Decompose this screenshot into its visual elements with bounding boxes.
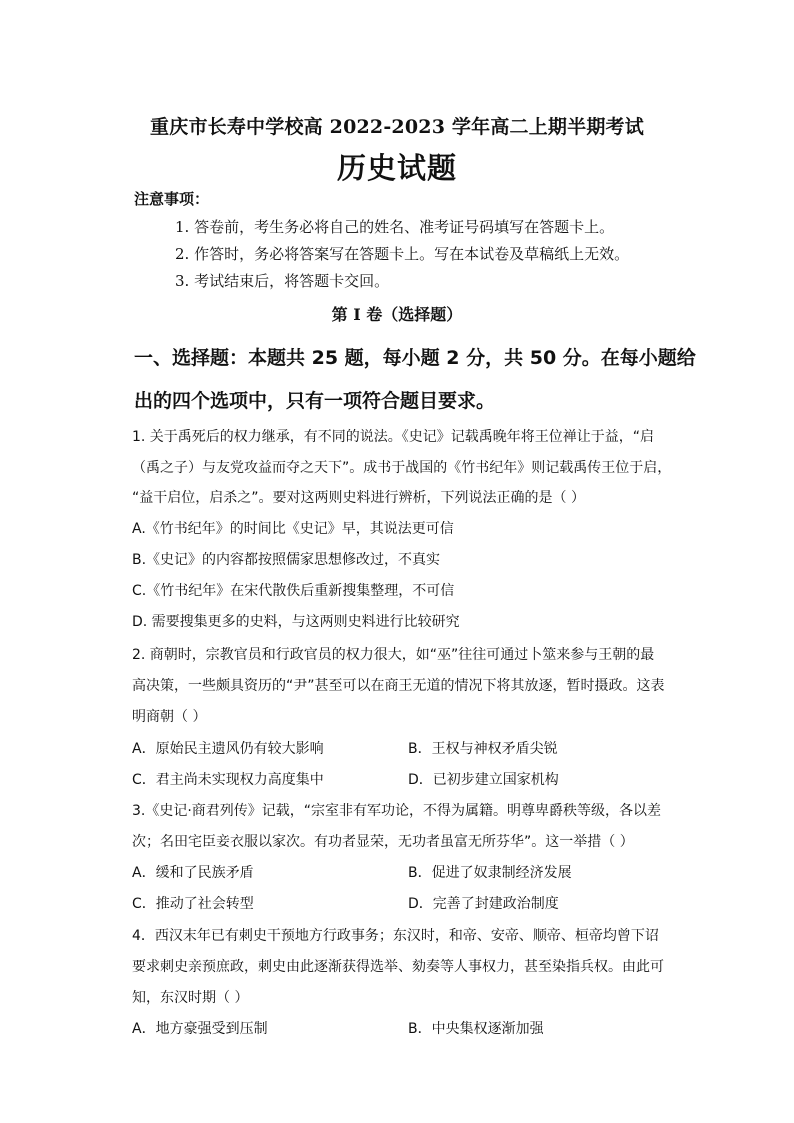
notice-item-1: 1. 答卷前，考生务必将自己的姓名、准考证号码填写在答题卡上。	[175, 218, 615, 236]
q1-option-b: B.《史记》的内容都按照儒家思想修改过，不真实	[132, 552, 441, 568]
q4-stem-line-2: 要求刺史亲预庶政，刺史由此逐渐获得选举、劾奏等人事权力，甚至染指兵权。由此可	[132, 959, 664, 975]
q4-option-a: A．地方豪强受到压制	[132, 1021, 268, 1037]
q3-stem-line-1: 3.《史记·商君列传》记载，“宗室非有军功论，不得为属籍。明尊卑爵秩等级，各以差	[132, 803, 662, 819]
subject-title: 历史试题	[336, 151, 457, 185]
volume-title: 第 I 卷（选择题）	[331, 305, 463, 324]
q4-stem-line-1: 4．西汉末年已有刺史干预地方行政事务；东汉时，和帝、安帝、顺帝、桓帝均曾下诏	[132, 928, 659, 944]
notice-heading: 注意事项：	[134, 190, 210, 208]
q2-option-c: C．君主尚未实现权力高度集中	[132, 772, 324, 788]
q2-option-b: B．王权与神权矛盾尖锐	[408, 741, 558, 757]
q2-option-d: D．已初步建立国家机构	[408, 772, 559, 788]
q2-stem-line-1: 2. 商朝时，宗教官员和行政官员的权力很大，如“巫”往往可通过卜筮来参与王朝的最	[132, 647, 655, 663]
section-heading-line-2: 出的四个选项中，只有一项符合题目要求。	[134, 390, 496, 412]
q1-stem-line-2: （禹之子）与友党攻益而夺之天下”。成书于战国的《竹书纪年》则记载禹传王位于启，	[132, 460, 672, 476]
q3-option-c: C．推动了社会转型	[132, 896, 254, 912]
q2-stem-line-3: 明商朝（ ）	[132, 709, 207, 725]
q1-option-d: D. 需要搜集更多的史料，与这两则史料进行比较研究	[132, 614, 460, 630]
q1-option-a: A.《竹书纪年》的时间比《史记》早，其说法更可信	[132, 521, 454, 537]
q4-stem-line-3: 知，东汉时期（ ）	[132, 990, 249, 1006]
q1-stem-line-3: “益干启位，启杀之”。要对这两则史料进行辨析，下列说法正确的是（ ）	[132, 490, 585, 506]
q2-stem-line-2: 高决策，一些颇具资历的“尹”甚至可以在商王无道的情况下将其放逐，暂时摄政。这表	[132, 678, 665, 694]
notice-item-3: 3. 考试结束后，将答题卡交回。	[175, 272, 390, 290]
notice-item-2: 2. 作答时，务必将答案写在答题卡上。写在本试卷及草稿纸上无效。	[175, 245, 630, 263]
q4-option-b: B．中央集权逐渐加强	[408, 1021, 544, 1037]
section-heading-line-1: 一、选择题：本题共 25 题，每小题 2 分，共 50 分。在每小题给	[134, 347, 696, 369]
q3-option-a: A．缓和了民族矛盾	[132, 865, 254, 881]
q3-stem-line-2: 次；名田宅臣妾衣服以家次。有功者显荣，无功者虽富无所芬华”。这一举措（ ）	[132, 834, 634, 850]
q3-option-b: B．促进了奴隶制经济发展	[408, 865, 572, 881]
q1-option-c: C.《竹书纪年》在宋代散佚后重新搜集整理，不可信	[132, 583, 455, 599]
q2-option-a: A．原始民主遗风仍有较大影响	[132, 741, 324, 757]
q3-option-d: D．完善了封建政治制度	[408, 896, 559, 912]
exam-title: 重庆市长寿中学校高 2022-2023 学年高二上期半期考试	[150, 116, 644, 138]
q1-stem-line-1: 1. 关于禹死后的权力继承，有不同的说法。《史记》记载禹晚年将王位禅让于益，“启	[132, 429, 655, 445]
